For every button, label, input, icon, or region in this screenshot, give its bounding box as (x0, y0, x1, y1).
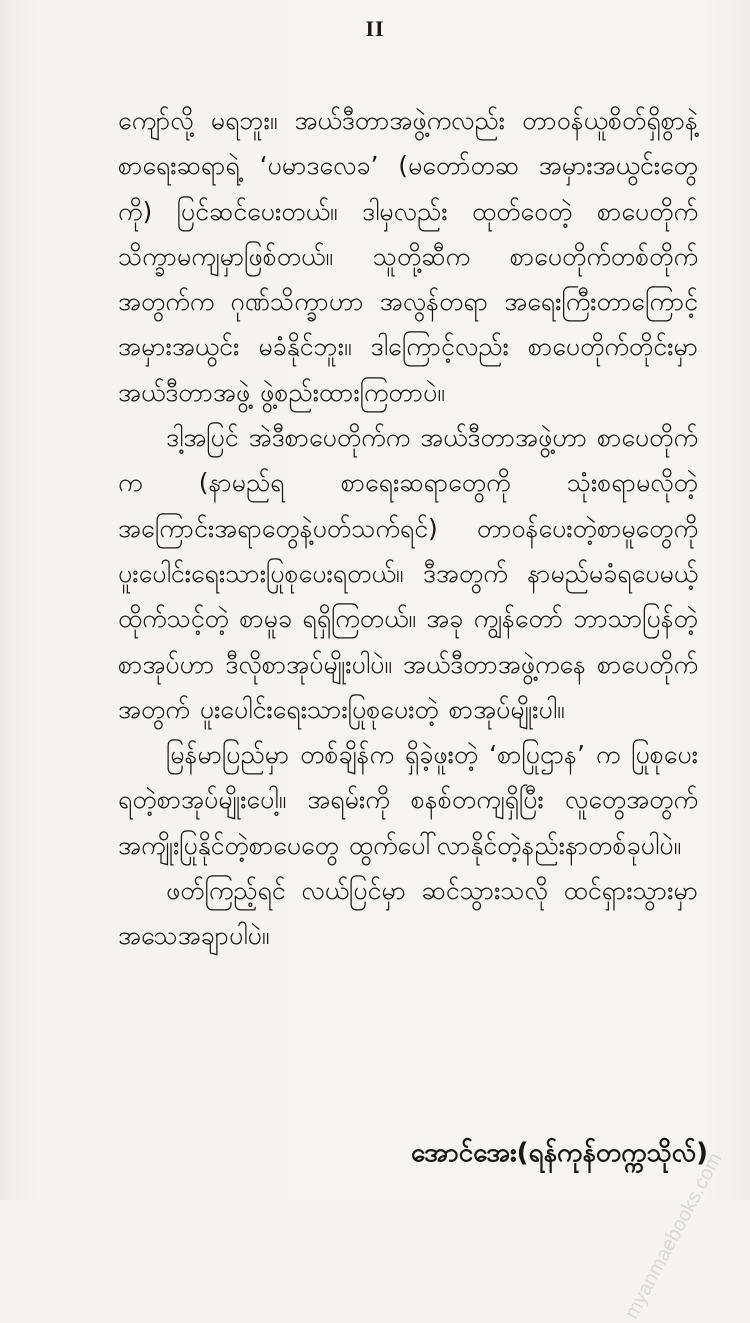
body-text (118, 98, 698, 959)
author-signature: အောင်အေး(ရန်ကုန်တက္ကသိုလ်) (411, 1138, 708, 1168)
watermark: myanmaebooks.com (621, 1149, 728, 1323)
paragraph-3: မြန်မာပြည်မှာ တစ်ချိန်က ရှိခဲ့ဖူးတဲ့ ‘စာပြုဌာန’ က ပြုစုပေးရတဲ့စာအုပ်မျိုးပေါ့။ အရမ်းကို စနစ်တကျရှိပြီး လူတွေအတွက်အကျိုးပြုနိုင်တဲ့စာပေတွေ ထွက်ပေါ်လာနိုင်တဲ့နည်းနာတစ်ခုပါပဲ။ (118, 740, 698, 860)
paragraph-1: ကျော်လို့ မရဘူး။ အယ်ဒီတာအဖွဲ့ကလည်း တာဝန်ယူစိတ်ရှိစွာနဲ့ စာရေးဆရာရဲ့ ‘ပမာဒလေခ’ (မတော်တဆ အမှားအယွင်းတွေကို) ပြင်ဆင်ပေးတယ်။ ဒါမှလည်း ထုတ်ဝေတဲ့ စာပေတိုက် သိက္ခာမကျမှာဖြစ်တယ်။ သူတို့ဆီက စာပေတိုက်တစ်တိုက်အတွက်က ဂုဏ်သိက္ခာဟာ အလွန်တရာ အရေးကြီးတာကြောင့် အမှားအယွင်း မခံနိုင်ဘူး။ ဒါကြောင့်လည်း စာပေတိုက်တိုင်းမှာ အယ်ဒီတာအဖွဲ့ ဖွဲ့စည်းထားကြတာပဲ။ (118, 106, 698, 407)
page-number: II (365, 16, 385, 41)
paragraph-2: ဒါ့အပြင် အဲဒီစာပေတိုက်က အယ်ဒီတာအဖွဲ့ဟာ စာပေတိုက်က (နာမည်ရ စာရေးဆရာတွေကို သုံးစရာမလိုတဲ့ အကြောင်းအရာတွေနဲ့ပတ်သက်ရင်) တာဝန်ပေးတဲ့စာမူတွေကို ပူးပေါင်းရေးသားပြုစုပေးရတယ်။ ဒီအတွက် နာမည်မခံရပေမယ့် ထိုက်သင့်တဲ့ စာမူခ ရရှိကြတယ်။ အခု ကျွန်တော် ဘာသာပြန်တဲ့ စာအုပ်ဟာ ဒီလိုစာအုပ်မျိုးပါပဲ။ အယ်ဒီတာအဖွဲ့ကနေ စာပေတိုက်အတွက် ပူးပေါင်းရေးသားပြုစုပေးတဲ့ စာအုပ်မျိုးပါ။ (118, 423, 698, 724)
paragraph-4: ဖတ်ကြည့်ရင် လယ်ပြင်မှာ ဆင်သွားသလို ထင်ရှားသွားမှာ အသေအချာပါပဲ။ (118, 876, 698, 951)
